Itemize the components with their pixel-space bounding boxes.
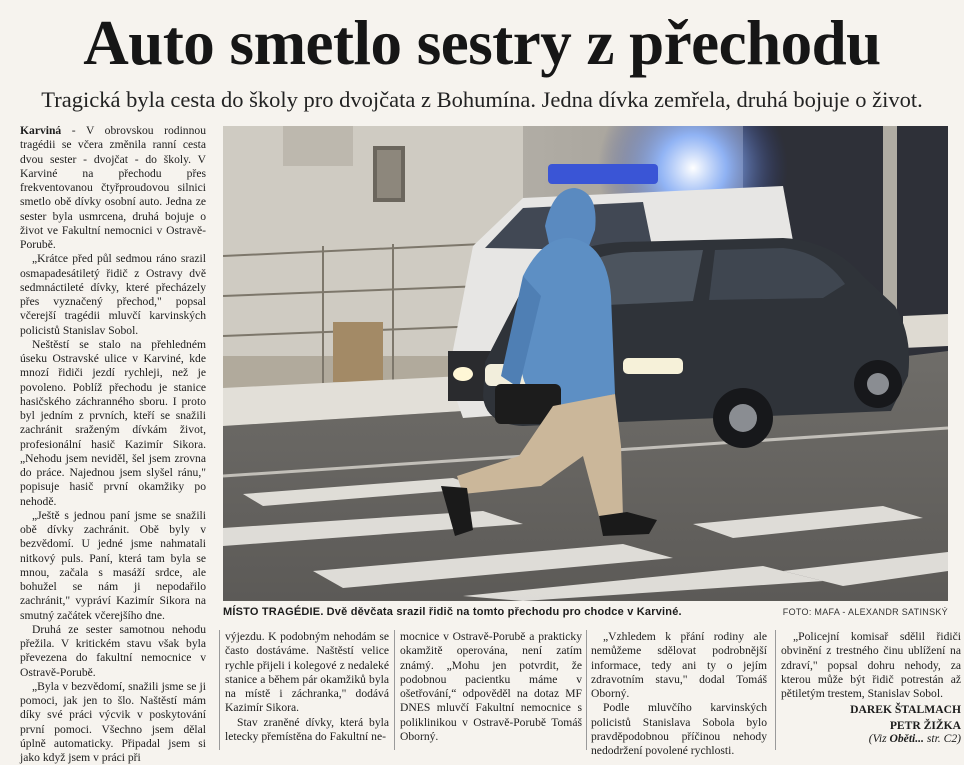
crosswalk-scene-image xyxy=(223,126,948,601)
caption-text: Dvě děvčata srazil řidič na tomto přechodu pro chodce v Karviné. xyxy=(326,606,682,618)
paragraph-9: „Vzhledem k přání rodiny ale nemůžeme sdělovat podrobnější informace, tedy ani ty o jejím zdravotním stavu," dodal Tomáš Oborný. xyxy=(591,630,767,700)
paragraph-5: Druhá ze sester samotnou nehodu přežila. V kritickém stavu však byla převezena do fakultní nemocnice v Ostravě-Porubě. xyxy=(20,622,206,679)
subheadline: Tragická byla cesta do školy pro dvojčata z Bohumína. Jedna dívka zemřela, druhá bojuje o život. xyxy=(41,87,923,112)
paragraph-1-text: - V obrovskou rodinnou tragédii se včera změnila ranní cesta dvou sester - dvojčat - do školy. V Karviné na přechodu přes frekventovanou čtyřproudovou silnici smetlo obě dívky osobní auto. Jedna ze sester byla usmrcena, druhá bojuje o život ve Fakultní nemocnici v Ostravě-Porubě. xyxy=(20,124,206,251)
photo-caption xyxy=(223,606,948,622)
paragraph-8-start: Stav zraněné dívky, která byla letecky přemístěna do Fakultní ne- xyxy=(225,715,389,743)
column-divider xyxy=(586,630,587,750)
see-also-link[interactable] xyxy=(781,732,961,746)
see-also-suffix: str. C2) xyxy=(923,732,961,746)
paragraph-10: Podle mluvčího karvinských policistů Stanislava Sobola bylo pravděpodobnou příčinou nehody nedodržení povolené rychlosti. xyxy=(591,701,767,757)
paragraph-1 xyxy=(20,124,206,252)
headline: Auto smetlo sestry z přechodu xyxy=(83,8,881,78)
paragraph-4: „Ještě s jednou paní jsme se snažili obě dívky zachránit. Obě byly v bezvědomí. U jedné jsme nahmatali nitkový puls. Paní, která tam byla se mnou, začala s masáží srdce, ale bohužel se nám ji nepodařilo zachránit," vypráví Kazimír Sikora na smutný začátek včerejšího dne. xyxy=(20,508,206,622)
news-photo xyxy=(223,126,948,601)
column-divider xyxy=(219,630,220,750)
author-1: DAREK ŠTALMACH xyxy=(850,703,961,717)
see-also-prefix: (Viz xyxy=(868,732,890,746)
caption-label: MÍSTO TRAGÉDIE. xyxy=(223,606,324,618)
paragraph-2: „Krátce před půl sedmou ráno srazil osmapadesátiletý řidič z Ostravy dvě sedmnáctileté dívky, které přecházely přes vyznačený přechod," popsal včerejší tragédii mluvčí karvinských policistů Stanislav Sobol. xyxy=(20,252,206,337)
paragraph-11: „Policejní komisař sdělil řidiči obvinění z trestného činu ublížení na zdraví," popsal dohru nehody, za kterou může být řidič potrestán až pětiletým trestem, Stanislav Sobol. xyxy=(781,630,961,700)
paragraph-3: Neštěstí se stalo na přehledném úseku Ostravské ulice v Karviné, kde mnozí řidiči jezdí rychleji, než je povoleno. Poblíž přechodu je stanice hasičského záchranného sboru. I proto byl jedním z prvních, kteří se snažili zachránit sraženým dívkám život, profesionální hasič Kazimír Sikora. „Nehodu jsem neviděl, šel jsem zrovna do práce. Najednou jsem slyšel ránu," popisuje hasič první okamžiky po nehodě. xyxy=(20,337,206,508)
column-divider xyxy=(394,630,395,750)
article-column-3 xyxy=(400,630,582,744)
author-2: PETR ŽIŽKA xyxy=(889,718,961,732)
paragraph-8: mocnice v Ostravě-Porubě a prakticky okamžitě operována, není zatím známý. „Mohu jen potvrdit, že podobnou pacientku máme v ošetřování,“ odpověděl na dotaz MF DNES mluvčí Fakultní nemocnice s poliklinikou v Ostravě-Porubě Tomáš Oborný. xyxy=(400,630,582,743)
see-also-ref: Oběti... xyxy=(889,732,924,746)
article-column-2 xyxy=(225,630,389,744)
paragraph-7: výjezdu. K podobným nehodám se často dostáváme. Naštěstí velice rychle přijeli i kolegové z nedaleké stanice a během pár okamžiků byla na místě i záchranka," dodává Kazimír Sikora. xyxy=(225,630,389,715)
article-column-1 xyxy=(20,124,206,765)
article-column-4 xyxy=(591,630,767,758)
photo-credit: FOTO: MAFA - ALEXANDR SATINSKÝ xyxy=(782,607,948,617)
article-column-5 xyxy=(781,630,961,747)
dateline: Karviná xyxy=(20,124,62,137)
column-divider xyxy=(775,630,776,750)
paragraph-6: „Byla v bezvědomí, snažili jsme se ji pomoci, jak jen to šlo. Naštěstí mám díky své práci výcvik v poskytování první pomoci. Všechno jsem dělal úplně automaticky. Připadal jsem si jako když jsem v práci při xyxy=(20,679,206,764)
